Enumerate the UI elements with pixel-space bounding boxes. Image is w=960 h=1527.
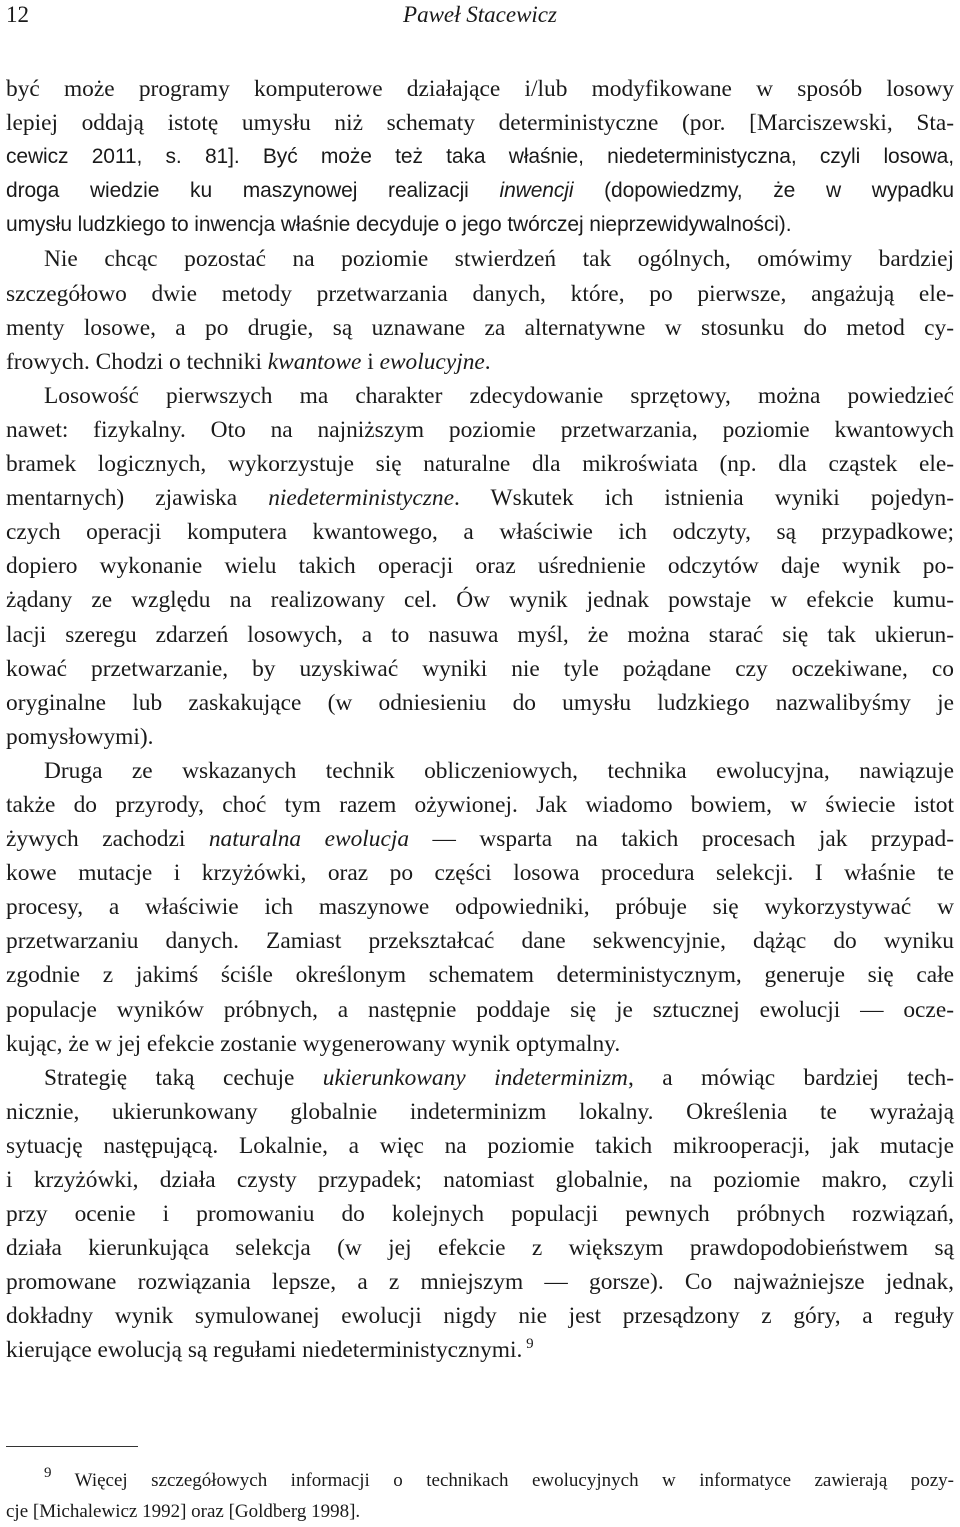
text-run: żywych zachodzi xyxy=(6,826,209,853)
text-line xyxy=(6,345,954,379)
text-line: zgodnie z jakimś ściśle określonym schematem deterministycznym, generuje się całe xyxy=(6,962,954,989)
paragraph xyxy=(6,242,954,378)
paragraph xyxy=(6,72,954,242)
text-line: kować przetwarzanie, by uzyskiwać wyniki nie tyle pożądane czy oczekiwane, co xyxy=(6,655,954,682)
text-line: przy ocenie i promowaniu do kolejnych populacji pewnych próbnych rozwiązań, xyxy=(6,1201,954,1228)
page-header xyxy=(6,2,954,32)
text-line: umysłu ludzkiego to inwencja właśnie decyduje o jego twórczej nieprzewidywalności). xyxy=(6,213,792,237)
emphasis: ukierunkowany indeterminizm xyxy=(322,1064,628,1091)
text-line: nicznie, ukierunkowany globalnie indeterminizm lokalny. Określenia te wyrażają xyxy=(6,1098,954,1125)
footnote xyxy=(6,1465,954,1527)
paragraph xyxy=(6,379,954,754)
footnote-line-1 xyxy=(6,1465,954,1496)
text-line: procesy, a właściwie ich maszynowe odpowiedniki, próbuje się wykorzystywać w xyxy=(6,894,954,921)
text-line: czych operacji komputera kwantowego, a właściwie ich odczyty, są przypadkowe; xyxy=(6,519,954,546)
footnote-text-1: Więcej szczegółowych informacji o technikach ewolucyjnych w informatyce zawierają pozy- xyxy=(74,1470,954,1491)
text-line: i krzyżówki, działa czysty przypadek; natomiast globalnie, na poziomie makro, czyli xyxy=(6,1167,954,1193)
paragraph xyxy=(6,754,954,1061)
text-line: dokładny wynik symulowanej ewolucji nigdy nie jest przesądzony z góry, a reguły xyxy=(6,1303,954,1330)
text-line: lepiej oddają istotę umysłu niż schematy deterministyczne (por. [Marciszewski, Sta- xyxy=(6,110,954,137)
text-run: (dopowiedzmy, że w wypadku xyxy=(573,179,954,203)
text-line: Druga ze wskazanych technik obliczeniowych, technika ewolucyjna, nawiązuje xyxy=(44,757,954,784)
footnote-number: 9 xyxy=(44,1465,52,1481)
text-line: pomysłowymi). xyxy=(6,723,154,750)
text-line: populacje wyników próbnych, a następnie poddaje się je sztucznej ewolucji — ocze- xyxy=(6,996,954,1023)
text-line: kowe mutacje i krzyżówki, oraz po części losowa procedura selekcji. I właśnie te xyxy=(6,860,954,887)
text-line: promowane rozwiązania lepsze, a z mniejszym — gorsze). Co najważniejsze jednak, xyxy=(6,1269,954,1296)
text-line: nawet: fizykalny. Oto na najniższym poziomie przetwarzania, poziomie kwantowych xyxy=(6,416,954,443)
text-line: szczegółowo dwie metody przetwarzania danych, które, po pierwsze, angażują ele- xyxy=(6,280,954,307)
text-line: lacji szeregu zdarzeń losowych, a to nasuwa myśl, że można starać się tak ukierun- xyxy=(6,621,954,648)
text-line: cewicz 2011, s. 81]. Być może też taka właśnie, niedeterministyczna, czyli losowa, xyxy=(6,145,954,169)
text-run: frowych. Chodzi o techniki xyxy=(6,348,268,375)
text-line: kując, że w jej efekcie zostanie wygenerowany wynik optymalny. xyxy=(6,1030,621,1057)
text-line: być może programy komputerowe działające i/lub modyfikowane w sposób losowy xyxy=(6,76,954,102)
text-line: oryginalne lub zaskakujące (w odniesieniu do umysłu ludzkiego nazwalibyśmy je xyxy=(6,689,954,716)
text-line: żądany ze względu na realizowany cel. Ów wynik jednak powstaje w efekcie kumu- xyxy=(6,587,954,614)
emphasis: inwencji xyxy=(499,179,574,203)
text-run: . Wskutek ich istnienia wyniki pojedyn- xyxy=(454,485,954,512)
main-text xyxy=(6,72,954,1368)
text-line: Losowość pierwszych ma charakter zdecydowanie sprzętowy, można powiedzieć xyxy=(44,382,954,409)
text-line xyxy=(6,481,954,515)
text-run: . xyxy=(484,348,491,375)
text-line xyxy=(6,174,954,208)
running-head-author: Paweł Stacewicz xyxy=(403,2,557,27)
text-line: dopiero wykonanie wielu takich operacji oraz uśrednienie odczytów daje wynik po- xyxy=(6,553,954,580)
footnote-separator xyxy=(6,1446,138,1447)
paragraph xyxy=(6,1061,954,1368)
text-line: działa kierunkująca selekcja (w jej efekcie z większym prawdopodobieństwem są xyxy=(6,1235,954,1262)
text-run: i xyxy=(361,348,380,375)
text-run: — wsparta na takich procesach jak przypad- xyxy=(409,826,954,853)
text-line xyxy=(6,822,954,856)
emphasis: naturalna ewolucja xyxy=(208,826,410,853)
page-number: 12 xyxy=(6,2,29,27)
text-line: także do przyrody, choć tym razem ożywionej. Jak wiadomo bowiem, w świecie istot xyxy=(6,791,954,818)
footnote-line-2: cje [Michalewicz 1992] oraz [Goldberg 1998]. xyxy=(6,1501,361,1522)
text-run: , a mówiąc bardziej tech- xyxy=(627,1064,954,1091)
emphasis: niedeterministyczne xyxy=(268,485,454,512)
text-run: droga wiedzie ku maszynowej realizacji xyxy=(6,179,500,203)
emphasis: ewolucyjne xyxy=(379,348,485,375)
text-line: bramek logicznych, wykorzystuje się naturalne dla mikroświata (np. dla cząstek ele- xyxy=(6,451,954,478)
text-run: Strategię taką cechuje xyxy=(44,1064,323,1091)
emphasis: kwantowe xyxy=(267,348,362,375)
text-line: Nie chcąc pozostać na poziomie stwierdzeń tak ogólnych, omówimy bardziej xyxy=(44,246,954,273)
text-line: kierujące ewolucją są regułami niedeterministycznymi. $^9$ xyxy=(6,1336,534,1364)
text-line: sytuację następującą. Lokalnie, a więc na poziomie takich mikrooperacji, jak mutacje xyxy=(6,1132,954,1159)
text-run: mentarnych) zjawiska xyxy=(6,485,269,512)
text-line: przetwarzaniu danych. Zamiast przekształcać dane sekwencyjnie, dążąc do wyniku xyxy=(6,928,954,955)
text-line xyxy=(6,1061,954,1095)
text-line: menty losowe, a po drugie, są uznawane za alternatywne w stosunku do metod cy- xyxy=(6,314,954,341)
footnote-reference[interactable]: 9 xyxy=(522,1336,534,1353)
